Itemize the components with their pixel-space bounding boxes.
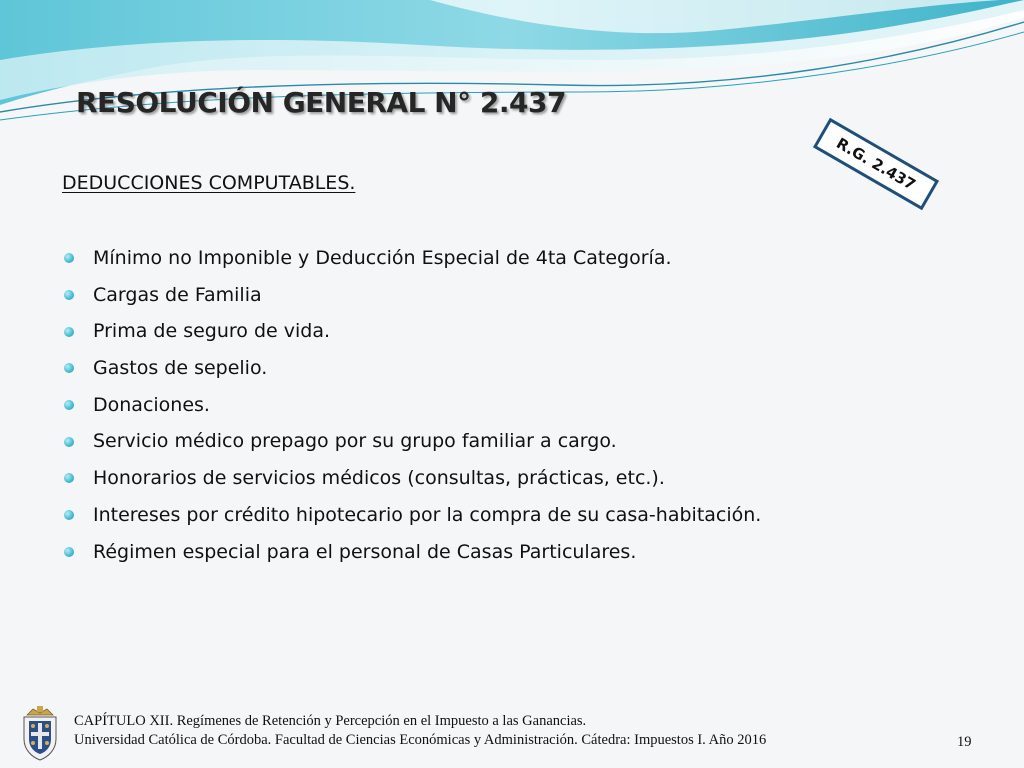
list-item-text: Régimen especial para el personal de Casas Particulares. (93, 540, 637, 563)
bullet-icon (64, 510, 74, 520)
list-item (62, 460, 761, 497)
footer-institution-line: Universidad Católica de Córdoba. Facultad de Ciencias Económicas y Administración. Cátedra: Impuestos I. Año 2016 (74, 732, 767, 748)
page-number: 19 (957, 734, 972, 750)
university-crest-icon (19, 705, 61, 761)
footer-chapter-line: CAPÍTULO XII. Regímenes de Retención y Percepción en el Impuesto a las Ganancias. (74, 713, 587, 729)
list-item-text: Intereses por crédito hipotecario por la compra de su casa-habitación. (93, 503, 762, 526)
list-item (62, 313, 761, 350)
list-item (62, 350, 761, 387)
list-item (62, 387, 761, 424)
list-item-text: Cargas de Familia (93, 283, 262, 306)
list-item-text: Servicio médico prepago por su grupo familiar a cargo. (93, 430, 617, 453)
bullet-icon (64, 437, 74, 447)
bullet-icon (64, 400, 74, 410)
footer (74, 712, 766, 750)
list-item (62, 423, 761, 460)
bullet-icon (64, 253, 74, 263)
section-heading: DEDUCCIONES COMPUTABLES. (62, 172, 356, 194)
bullet-icon (64, 290, 74, 300)
list-item-text: Honorarios de servicios médicos (consultas, prácticas, etc.). (93, 467, 665, 490)
bullet-icon (64, 473, 74, 483)
deductions-list (62, 240, 761, 570)
slide-title: RESOLUCIÓN GENERAL N° 2.437 (76, 86, 566, 119)
list-item (62, 277, 761, 314)
list-item (62, 497, 761, 534)
header-wave-decoration (0, 0, 1024, 140)
list-item (62, 240, 761, 277)
list-item (62, 534, 761, 571)
bullet-icon (64, 363, 74, 373)
rg-badge: R.G. 2.437 (813, 118, 939, 210)
bullet-icon (64, 547, 74, 557)
list-item-text: Gastos de sepelio. (93, 357, 268, 380)
list-item-text: Mínimo no Imponible y Deducción Especial de 4ta Categoría. (93, 247, 672, 269)
list-item-text: Donaciones. (93, 393, 210, 416)
bullet-icon (64, 327, 74, 337)
list-item-text: Prima de seguro de vida. (93, 320, 330, 343)
